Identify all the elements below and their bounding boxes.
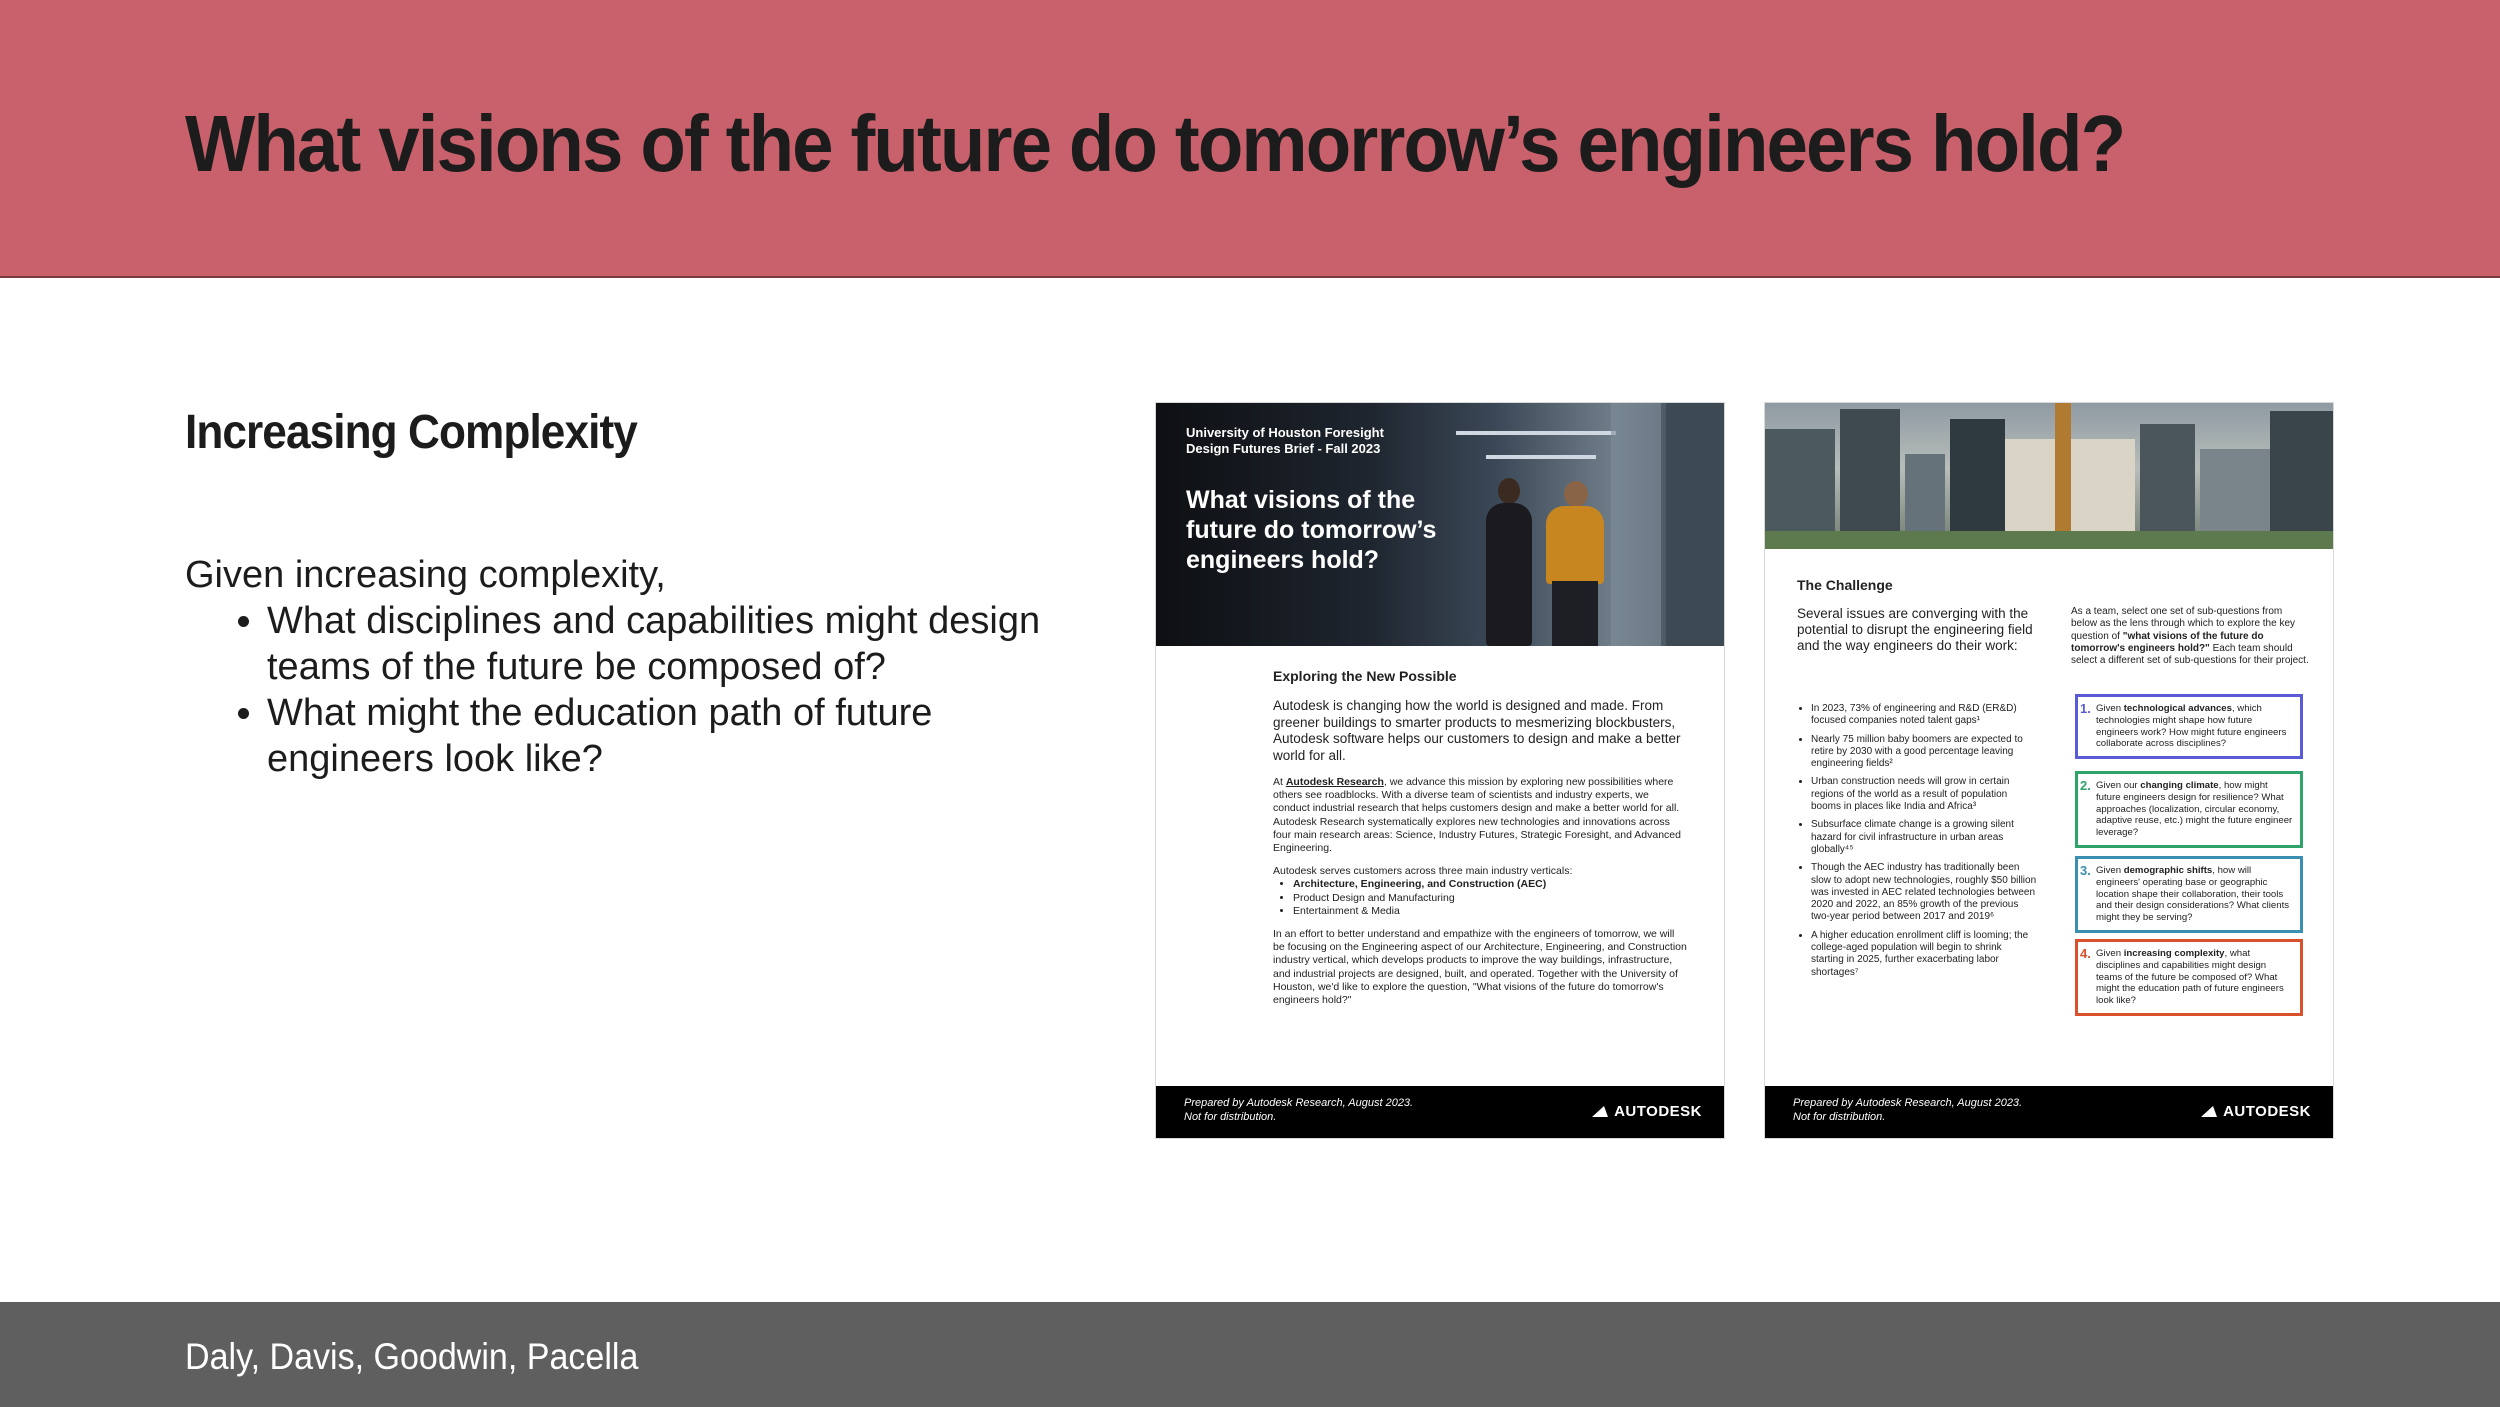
bullet-item: • What might the education path of future engineers look like? (267, 690, 1085, 782)
question-box-1: 1. Given technological advances, which technologies might shape how future engineers work? How might future engineers collaborate across disciplines? (2075, 694, 2303, 759)
autodesk-logo: AUTODESK (2203, 1103, 2311, 1120)
brief-lead: Autodesk is changing how the world is designed and made. From greener buildings to smarter products to mesmerizing blockbusters, Autodesk software helps our customers to design and make a better world for all. (1273, 698, 1681, 763)
brief-kicker: University of Houston Foresight Design Futures Brief - Fall 2023 (1186, 425, 1384, 456)
list-item: • Nearly 75 million baby boomers are expected to retire by 2030 with a good percentage leaving engineering fields² (1811, 734, 2037, 771)
brief-page-1-image (1156, 403, 1724, 1138)
bullet-list (185, 598, 1085, 782)
list-item: • Subsurface climate change is a growing silent hazard for civil infrastructure in urban areas globally⁴⁵ (1811, 819, 2037, 856)
slide-body (185, 552, 1085, 782)
question-box-2: 2. Given our changing climate, how might future engineers design for resilience? What approaches (localization, circular economy, adaptive reuse, etc.) might the future engineer leverage? (2075, 771, 2303, 848)
team-instructions: As a team, select one set of sub-questions from below as the lens through which to explore the key question of "what visions of the future do tomorrow's engineers hold?" Each team should select a different set of sub-questions for their project. (2071, 606, 2309, 667)
brief-paragraph: In an effort to better understand and empathize with the engineers of tomorrow, we will be focusing on the Engineering aspect of our Architecture, Engineering, and Construction industry vertical, which develops products to improve the way buildings, infrastructure, and industrial projects are designed, built, and operated. Together with the University of Houston, we'd like to explore the question, "What visions of the future do tomorrow's engineers hold?" (1273, 928, 1687, 1007)
slide-title: What visions of the future do tomorrow’s engineers hold? (185, 99, 2125, 188)
section-subheading: Increasing Complexity (185, 406, 637, 459)
brief-paragraph: Autodesk serves customers across three main industry verticals: • Architecture, Engineering, and Construction (AEC) • Product Design and Manufacturing • Entertainment & Media (1273, 865, 1688, 918)
city-photo (1765, 403, 2333, 549)
question-box-3: 3. Given demographic shifts, how will engineers' operating base or geographic location shape their collaboration, their tools and their design considerations? What clients might they be serving? (2075, 856, 2303, 933)
brief-section-heading: Exploring the New Possible (1273, 668, 1457, 684)
list-item: • A higher education enrollment cliff is looming; the college-aged population will begin to shrink starting in 2025, further exacerbating labor shortages⁷ (1811, 930, 2037, 979)
authors-text: Daly, Davis, Goodwin, Pacella (185, 1336, 639, 1377)
brief-footer: Prepared by Autodesk Research, August 2023. Not for distribution. AUTODESK (1156, 1086, 1724, 1138)
question-box-4: 4. Given increasing complexity, what disciplines and capabilities might design teams of the future be composed of? What might the education path of future engineers look like? (2075, 939, 2303, 1016)
brief-page-2-image (1765, 403, 2333, 1138)
list-item: • In 2023, 73% of engineering and R&D (ER&D) focused companies noted talent gaps¹ (1811, 703, 2037, 728)
bullet-item: • What disciplines and capabilities might design teams of the future be composed of? (267, 598, 1085, 690)
slide-footer (0, 1302, 2500, 1407)
slide-header (0, 0, 2500, 278)
brief-body (1273, 668, 1688, 1017)
list-item: • Urban construction needs will grow in certain regions of the world as a result of population booms in places like India and Africa³ (1811, 776, 2037, 813)
challenge-lead: Several issues are converging with the potential to disrupt the engineering field and the way engineers do their work: (1797, 606, 2033, 653)
brief-hero-title: What visions of the future do tomorrow’s engineers hold? (1186, 486, 1437, 574)
autodesk-logo: AUTODESK (1594, 1103, 1702, 1120)
list-item: • Though the AEC industry has traditionally been slow to adopt new technologies, roughly $50 billion was invested in AEC related technologies between 2020 and 2022, an 85% growth of the previous two-year period between 2017 and 2019⁶ (1811, 862, 2037, 923)
intro-text: Given increasing complexity, (185, 554, 666, 596)
issues-list (1797, 703, 2037, 985)
challenge-heading: The Challenge (1797, 577, 1893, 593)
hero-photo (1156, 403, 1724, 646)
autodesk-research-link: Autodesk Research (1285, 776, 1384, 788)
brief-paragraph: At Autodesk Research, we advance this mission by exploring new possibilities where others see roadblocks. With a diverse team of scientists and industry experts, we conduct industrial research that helps customers design and make a better world for all. Autodesk Research systematically explores new technologies and innovations across four main research areas: Science, Industry Futures, Strategic Foresight, and Advanced Engineering. (1273, 776, 1681, 855)
brief-footer: Prepared by Autodesk Research, August 2023. Not for distribution. AUTODESK (1765, 1086, 2333, 1138)
